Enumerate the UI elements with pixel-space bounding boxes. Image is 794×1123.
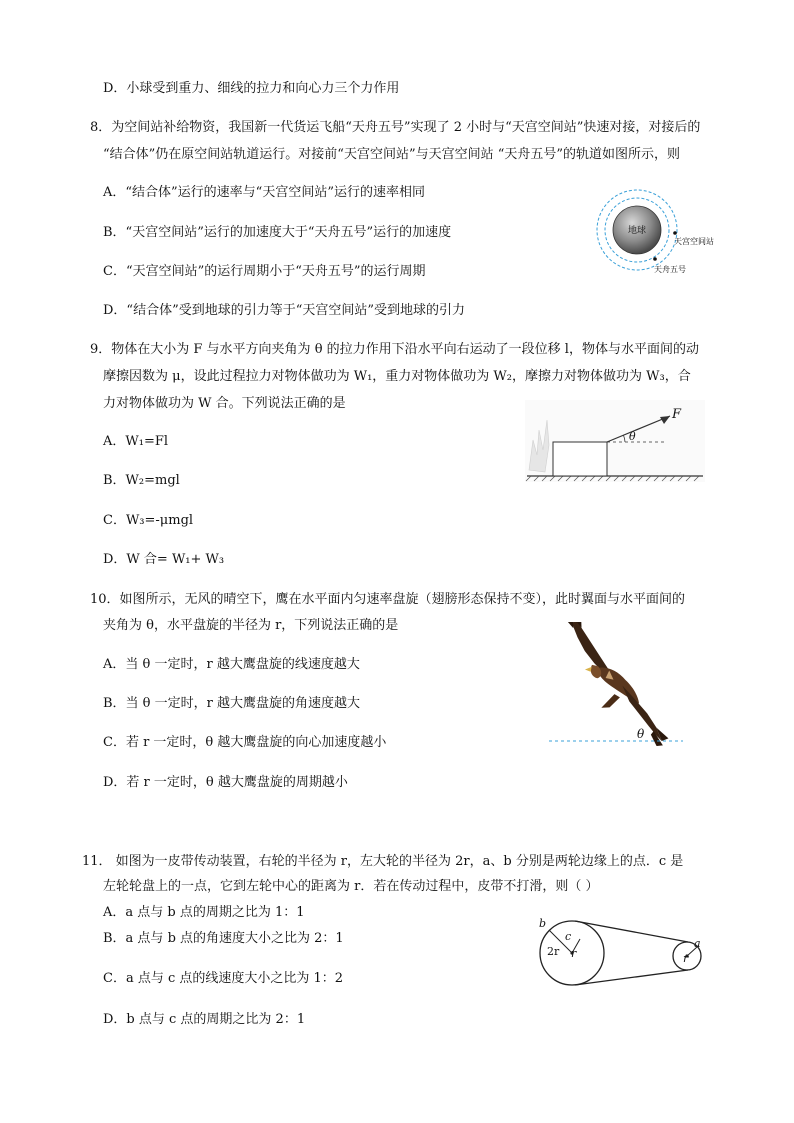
q11-option-b: B．a 点与 b 点的角速度大小之比为 2：1 [103, 931, 344, 946]
q9-option-d: D．W 合= W₁+ W₃ [103, 552, 225, 567]
q8-option-c: C．“天宫空间站”的运行周期小于“天舟五号”的运行周期 [103, 264, 426, 279]
eagle-figure [545, 622, 685, 746]
ship-label: 天舟五号 [654, 265, 686, 274]
q9-stem-line1: 9．物体在大小为 F 与水平方向夹角为 θ 的拉力作用下沿水平向右运动了一段位移 l，物体与水平面间的动 [90, 342, 699, 357]
q8-option-a: A．“结合体”运行的速率与“天宫空间站”运行的速率相同 [103, 185, 425, 200]
label-2r: 2r [547, 945, 560, 958]
belt-drive-figure [535, 915, 705, 990]
q10-option-c: C．若 r 一定时，θ 越大鹰盘旋的向心加速度越小 [103, 735, 387, 750]
q11-stem-line2: 左轮轮盘上的一点，它到左轮中心的距离为 r．若在传动过程中，皮带不打滑，则（ ） [103, 879, 599, 894]
label-r-right: r [683, 952, 689, 965]
station-label: 天宫空间站 [674, 237, 714, 246]
q10-option-a: A．当 θ 一定时，r 越大鹰盘旋的线速度越大 [103, 657, 360, 672]
q8-option-b: B．“天宫空间站”运行的加速度大于“天舟五号”运行的加速度 [103, 225, 452, 240]
force-figure [525, 400, 705, 482]
label-b: b [539, 917, 547, 930]
earth-label: 地球 [627, 226, 647, 236]
q8-option-d: D．“结合体”受到地球的引力等于“天宫空间站”受到地球的引力 [103, 303, 466, 318]
q11-option-c: C．a 点与 c 点的线速度大小之比为 1：2 [103, 971, 344, 986]
angle-label: θ [637, 727, 645, 741]
q9-stem-line2: 摩擦因数为 μ，设此过程拉力对物体做功为 W₁，重力对物体做功为 W₂，摩擦力对物体做功为 W₃，合 [103, 369, 691, 384]
orbit-figure [595, 186, 725, 286]
q8-stem-line2: “结合体”仍在原空间站轨道运行。对接前“天宫空间站”与天宫空间站 “天舟五号”的轨道如图所示，则 [103, 147, 681, 162]
angle-label: θ [629, 430, 636, 443]
q10-option-b: B．当 θ 一定时，r 越大鹰盘旋的角速度越大 [103, 696, 360, 711]
q11-option-a: A．a 点与 b 点的周期之比为 1：1 [103, 905, 305, 920]
block [553, 442, 607, 476]
q10-stem-line1: 10．如图所示，无风的晴空下，鹰在水平面内匀速率盘旋（翅膀形态保持不变），此时翼面与水平面间的 [90, 592, 686, 607]
q9-option-a: A．W₁=Fl [103, 434, 169, 449]
eagle-icon [545, 622, 685, 746]
label-r-left: r [571, 947, 577, 960]
force-label: F [672, 407, 682, 422]
q10-stem-line2: 夹角为 θ，水平盘旋的半径为 r，下列说法正确的是 [103, 618, 399, 633]
q9-option-c: C．W₃=-μmgl [103, 513, 194, 528]
q7-option-d: D．小球受到重力、细线的拉力和向心力三个力作用 [103, 81, 400, 96]
q10-option-d: D．若 r 一定时，θ 越大鹰盘旋的周期越小 [103, 775, 348, 790]
q9-stem-line3: 力对物体做功为 W 合。下列说法正确的是 [103, 396, 346, 411]
q8-stem-line1: 8．为空间站补给物资，我国新一代货运飞船“天舟五号”实现了 2 小时与“天宫空间站”快速对接，对接后的 [90, 120, 701, 135]
q11-option-d: D．b 点与 c 点的周期之比为 2：1 [103, 1012, 306, 1027]
ship-dot [653, 257, 657, 261]
label-a: a [694, 937, 701, 950]
label-c: c [565, 930, 572, 943]
q9-option-b: B．W₂=mgl [103, 473, 180, 488]
q11-stem-line1: 11． 如图为一皮带传动装置，右轮的半径为 r，左大轮的半径为 2r，a、b 分别是两轮边缘上的点．c 是 [82, 854, 684, 869]
station-dot [673, 231, 677, 235]
